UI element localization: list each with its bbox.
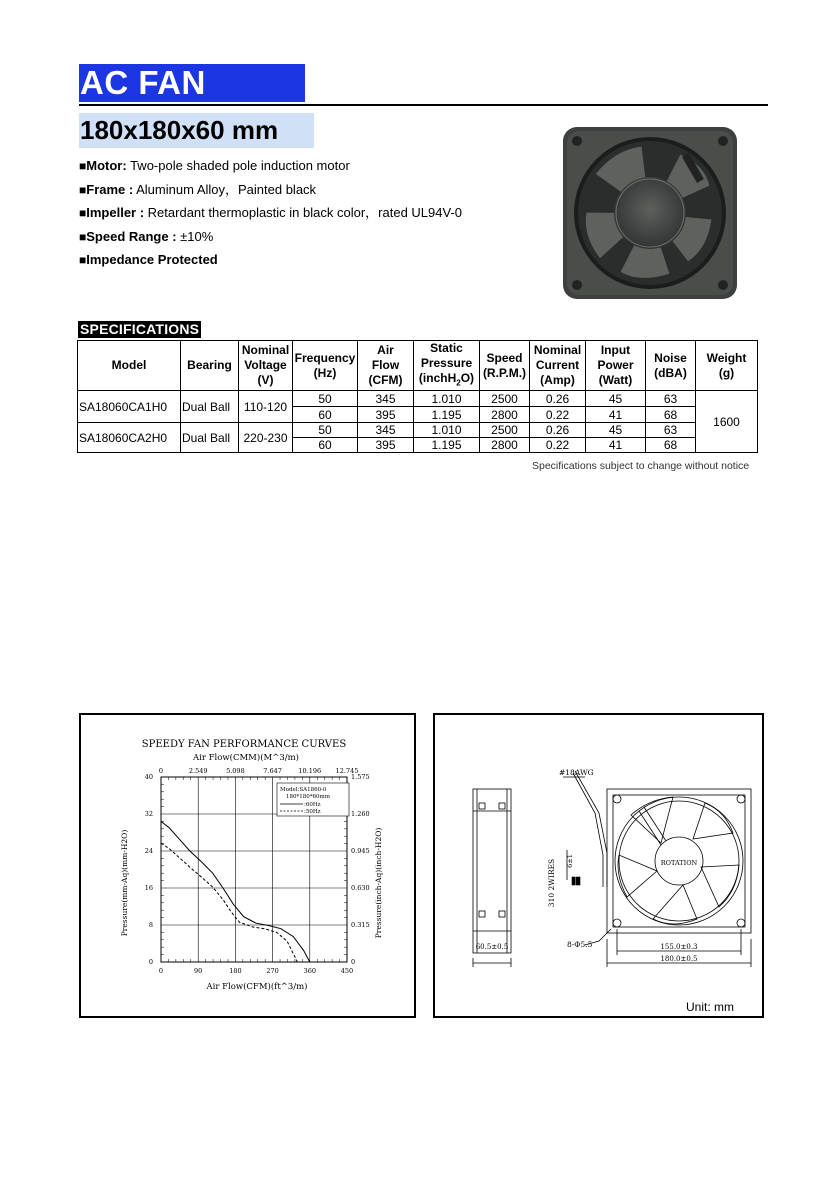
cell-rpm: 2800 (480, 407, 530, 423)
cell-bearing: Dual Ball (181, 423, 239, 453)
cell-pressure: 1.010 (414, 391, 480, 407)
col-header-current: Nominal Current (Amp) (530, 341, 586, 391)
chart-legend (277, 783, 349, 816)
cell-dba: 63 (646, 423, 696, 438)
cell-rpm: 2500 (480, 391, 530, 407)
cell-amp: 0.26 (530, 423, 586, 438)
table-row (78, 391, 758, 407)
bullet-icon: ■ (79, 183, 87, 197)
chart-y-axis-label-left: Pressure(mm-Aq)(mm-H2O) (120, 829, 129, 937)
cell-watt: 41 (586, 438, 646, 453)
cell-rpm: 2500 (480, 423, 530, 438)
top-tick-label: 10.196 (298, 767, 322, 775)
depth-dimension: 60.5±0.5 (475, 943, 509, 951)
cell-voltage: 220-230 (239, 423, 293, 453)
specifications-heading: SPECIFICATIONS (80, 321, 200, 337)
top-tick-label: 5.098 (226, 767, 245, 775)
y-tick-label-right: 0.315 (351, 921, 370, 929)
chart-x-axis-label: Air Flow(CFM)(ft^3/m) (206, 982, 308, 992)
y-tick-label-right: 0.630 (351, 884, 370, 892)
page-title: AC FAN (80, 64, 206, 101)
cell-cfm: 395 (358, 407, 414, 423)
feature-label: Frame : (86, 182, 134, 197)
y-tick-label-left: 40 (144, 773, 153, 781)
x-tick-label: 450 (340, 967, 354, 975)
feature-motor (79, 158, 350, 174)
y-tick-label-left: 32 (144, 810, 153, 818)
wires-length-label: 310 2WIRES (547, 858, 556, 908)
legend-50hz: :50Hz (304, 809, 321, 815)
y-tick-label-right: 1.575 (351, 773, 370, 781)
col-header-voltage: Nominal Voltage (V) (239, 341, 293, 391)
unit-label: Unit: mm (686, 1000, 734, 1014)
side-view (473, 789, 511, 967)
col-header-weight: Weight (g) (696, 341, 758, 391)
feature-label: Impedance Protected (86, 252, 218, 267)
feature-speed-range (79, 229, 213, 245)
bullet-icon: ■ (79, 206, 87, 220)
feature-impedance (79, 252, 218, 268)
y-tick-label-left: 0 (148, 958, 153, 966)
cell-watt: 41 (586, 407, 646, 423)
bullet-icon: ■ (79, 230, 87, 244)
cell-bearing: Dual Ball (181, 391, 239, 423)
fan-photo (560, 124, 740, 307)
feature-frame (79, 182, 316, 198)
cell-pressure: 1.195 (414, 407, 480, 423)
x-tick-label: 360 (303, 967, 317, 975)
feature-value: Two-pole shaded pole induction motor (130, 158, 350, 173)
cell-pressure: 1.195 (414, 438, 480, 453)
cell-dba: 63 (646, 391, 696, 407)
dimension-drawing (435, 715, 762, 1016)
x-tick-label: 90 (194, 967, 203, 975)
cell-model: SA18060CA1H0 (78, 391, 181, 423)
cell-watt: 45 (586, 391, 646, 407)
wire-label: #18AWG (559, 768, 594, 777)
y-tick-label-left: 16 (144, 884, 153, 892)
performance-chart-panel (79, 713, 416, 1018)
feature-label: Impeller : (86, 205, 145, 220)
top-tick-label: 7.647 (263, 767, 282, 775)
chart-y-axis-label-right: Pressure(inch-Aq)(inch-H2O) (374, 827, 383, 939)
front-view (563, 771, 751, 967)
chart-top-axis-label: Air Flow(CMM)(M^3/m) (193, 753, 299, 763)
y-tick-label-right: 0 (351, 958, 356, 966)
cell-watt: 45 (586, 423, 646, 438)
rotation-label: ROTATION (660, 859, 698, 867)
feature-impeller (79, 205, 462, 221)
page-subtitle: 180x180x60 mm (80, 115, 279, 145)
series-line-50hz (161, 843, 297, 962)
cell-pressure: 1.010 (414, 423, 480, 438)
y-tick-label-left: 24 (144, 847, 153, 855)
hole-label: 8-Φ5.5 (567, 940, 593, 949)
x-tick-label: 270 (266, 967, 279, 975)
top-tick-label: 2.549 (188, 767, 208, 775)
header-divider (79, 104, 768, 106)
table-row (78, 423, 758, 438)
cell-hz: 60 (293, 438, 358, 453)
cell-model: SA18060CA2H0 (78, 423, 181, 453)
cell-voltage: 110-120 (239, 391, 293, 423)
cell-hz: 60 (293, 407, 358, 423)
spec-notice: Specifications subject to change without notice (532, 460, 750, 472)
cell-amp: 0.22 (530, 438, 586, 453)
x-tick-label: 180 (229, 967, 242, 975)
col-header-frequency: Frequency (Hz) (293, 341, 358, 391)
y-tick-label-right: 1.260 (351, 810, 370, 818)
table-header-row (78, 341, 758, 391)
cell-weight: 1600 (696, 391, 758, 453)
x-tick-label: 0 (158, 967, 164, 975)
feature-value: Aluminum Alloy，Painted black (136, 182, 317, 197)
cell-dba: 68 (646, 438, 696, 453)
chart-title: SPEEDY FAN PERFORMANCE CURVES (141, 739, 347, 750)
bullet-icon: ■ (79, 253, 87, 267)
hole-spacing-dimension: 155.0±0.3 (660, 943, 698, 951)
cell-rpm: 2800 (480, 438, 530, 453)
cell-dba: 68 (646, 407, 696, 423)
legend-size: 180*180*60mm (286, 794, 330, 800)
legend-model: Model:SA1860-0 (280, 787, 327, 793)
col-header-speed: Speed (R.P.M.) (480, 341, 530, 391)
dimension-drawing-panel (433, 713, 764, 1018)
cell-hz: 50 (293, 391, 358, 407)
cell-cfm: 395 (358, 438, 414, 453)
y-tick-label-right: 0.945 (351, 847, 370, 855)
feature-label: Speed Range : (86, 229, 177, 244)
y-tick-label-left: 8 (148, 921, 153, 929)
cell-cfm: 345 (358, 391, 414, 407)
col-header-power: Input Power (Watt) (586, 341, 646, 391)
feature-label: Motor: (86, 158, 127, 173)
feature-value: ±10% (180, 229, 214, 244)
performance-chart (81, 715, 414, 1016)
col-header-model: Model (78, 341, 181, 391)
legend-60hz: :60Hz (304, 802, 321, 808)
overall-dimension: 180.0±0.5 (660, 955, 698, 963)
cell-amp: 0.26 (530, 391, 586, 407)
cell-cfm: 345 (358, 423, 414, 438)
top-tick-label: 0 (158, 767, 164, 775)
bullet-icon: ■ (79, 159, 87, 173)
feature-value: Retardant thermoplastic in black color，rated UL94V-0 (147, 205, 462, 220)
wire-tolerance-label: 6±1 (566, 854, 574, 868)
col-header-pressure: Static Pressure (inchH$_2$O) (414, 341, 480, 391)
col-header-noise: Noise (dBA) (646, 341, 696, 391)
cell-amp: 0.22 (530, 407, 586, 423)
specifications-table (77, 340, 758, 453)
cell-hz: 50 (293, 423, 358, 438)
top-tick-label: 12.745 (335, 767, 359, 775)
col-header-airflow: Air Flow (CFM) (358, 341, 414, 391)
col-header-bearing: Bearing (181, 341, 239, 391)
